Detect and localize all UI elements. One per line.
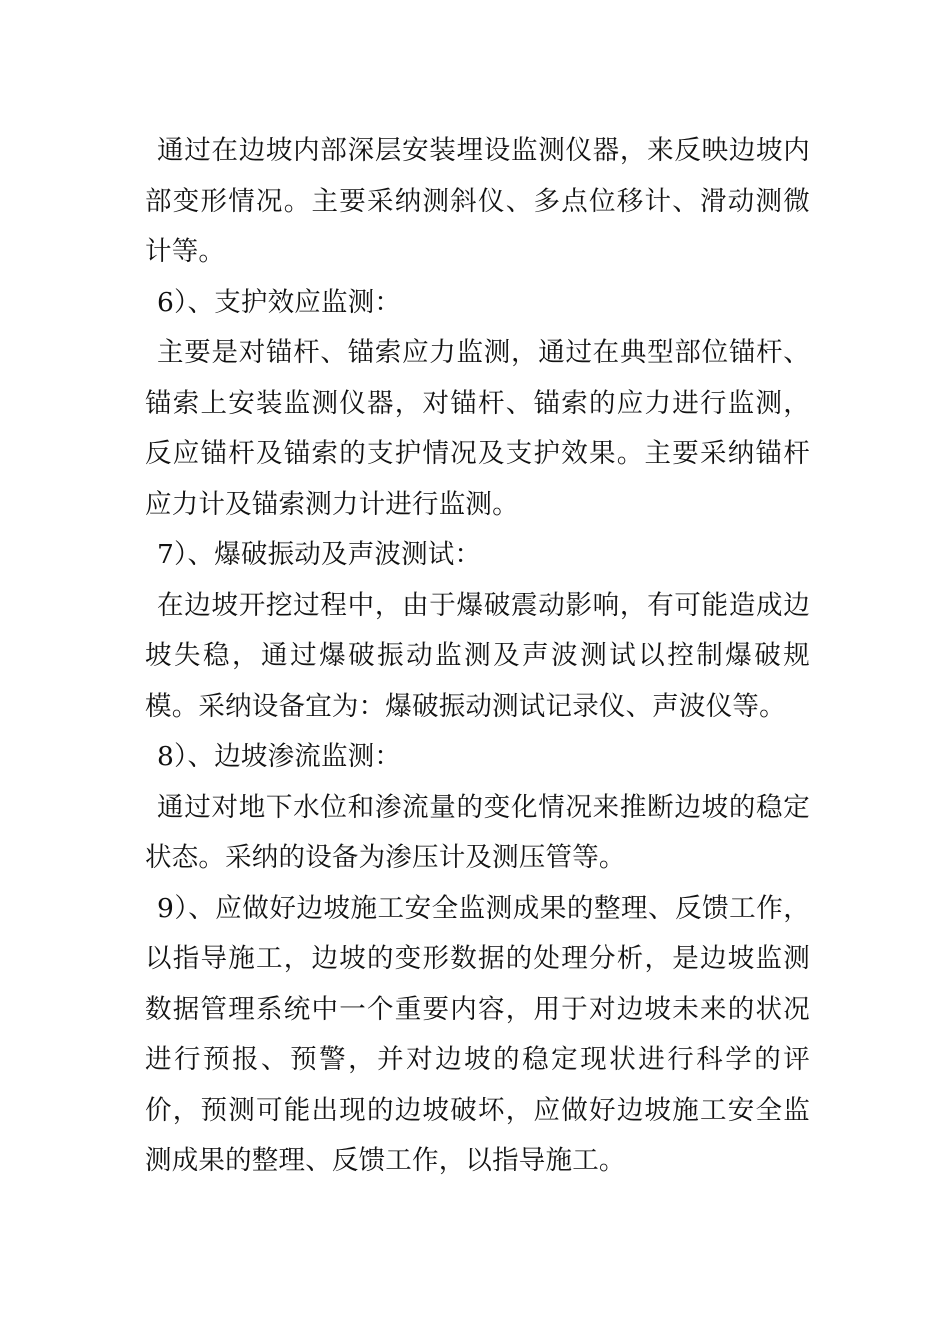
heading-support-effect-monitoring: 6）、支护效应监测： [157, 286, 402, 318]
paragraph-support-effect: 主要是对锚杆、锚索应力监测，通过在典型部位锚杆、锚索上安装监测仪器，对锚杆、锚索的应力进行监测，反应锚杆及锚索的支护情况及支护效果。主要采纳锚杆应力计及锚索测力计进行监测。 [145, 337, 810, 520]
paragraph-monitoring-results: 9）、应做好边坡施工安全监测成果的整理、反馈工作，以指导施工，边坡的变形数据的处理分析，是边坡监测数据管理系统中一个重要内容，用于对边坡未来的状况进行预报、预警，并对边坡的稳定现状进行科学的评价，预测可能出现的边坡破坏，应做好边坡施工安全监测成果的整理、反馈工作，以指导施工。 [145, 892, 810, 1176]
paragraph-internal-deformation: 通过在边坡内部深层安装埋设监测仪器，来反映边坡内部变形情况。主要采纳测斜仪、多点位移计、滑动测微计等。 [145, 135, 810, 267]
heading-seepage-monitoring: 8）、边坡渗流监测： [157, 741, 402, 772]
paragraph-blasting-vibration: 在边坡开挖过程中，由于爆破震动影响，有可能造成边坡失稳，通过爆破振动监测及声波测试以控制爆破规模。采纳设备宜为：爆破振动测试记录仪、声波仪等。 [145, 589, 810, 722]
heading-blasting-vibration-test: 7）、爆破振动及声波测试： [157, 539, 482, 570]
paragraph-seepage: 通过对地下水位和渗流量的变化情况来推断边坡的稳定状态。采纳的设备为渗压计及测压管等。 [145, 791, 810, 873]
document-body [145, 126, 810, 1187]
